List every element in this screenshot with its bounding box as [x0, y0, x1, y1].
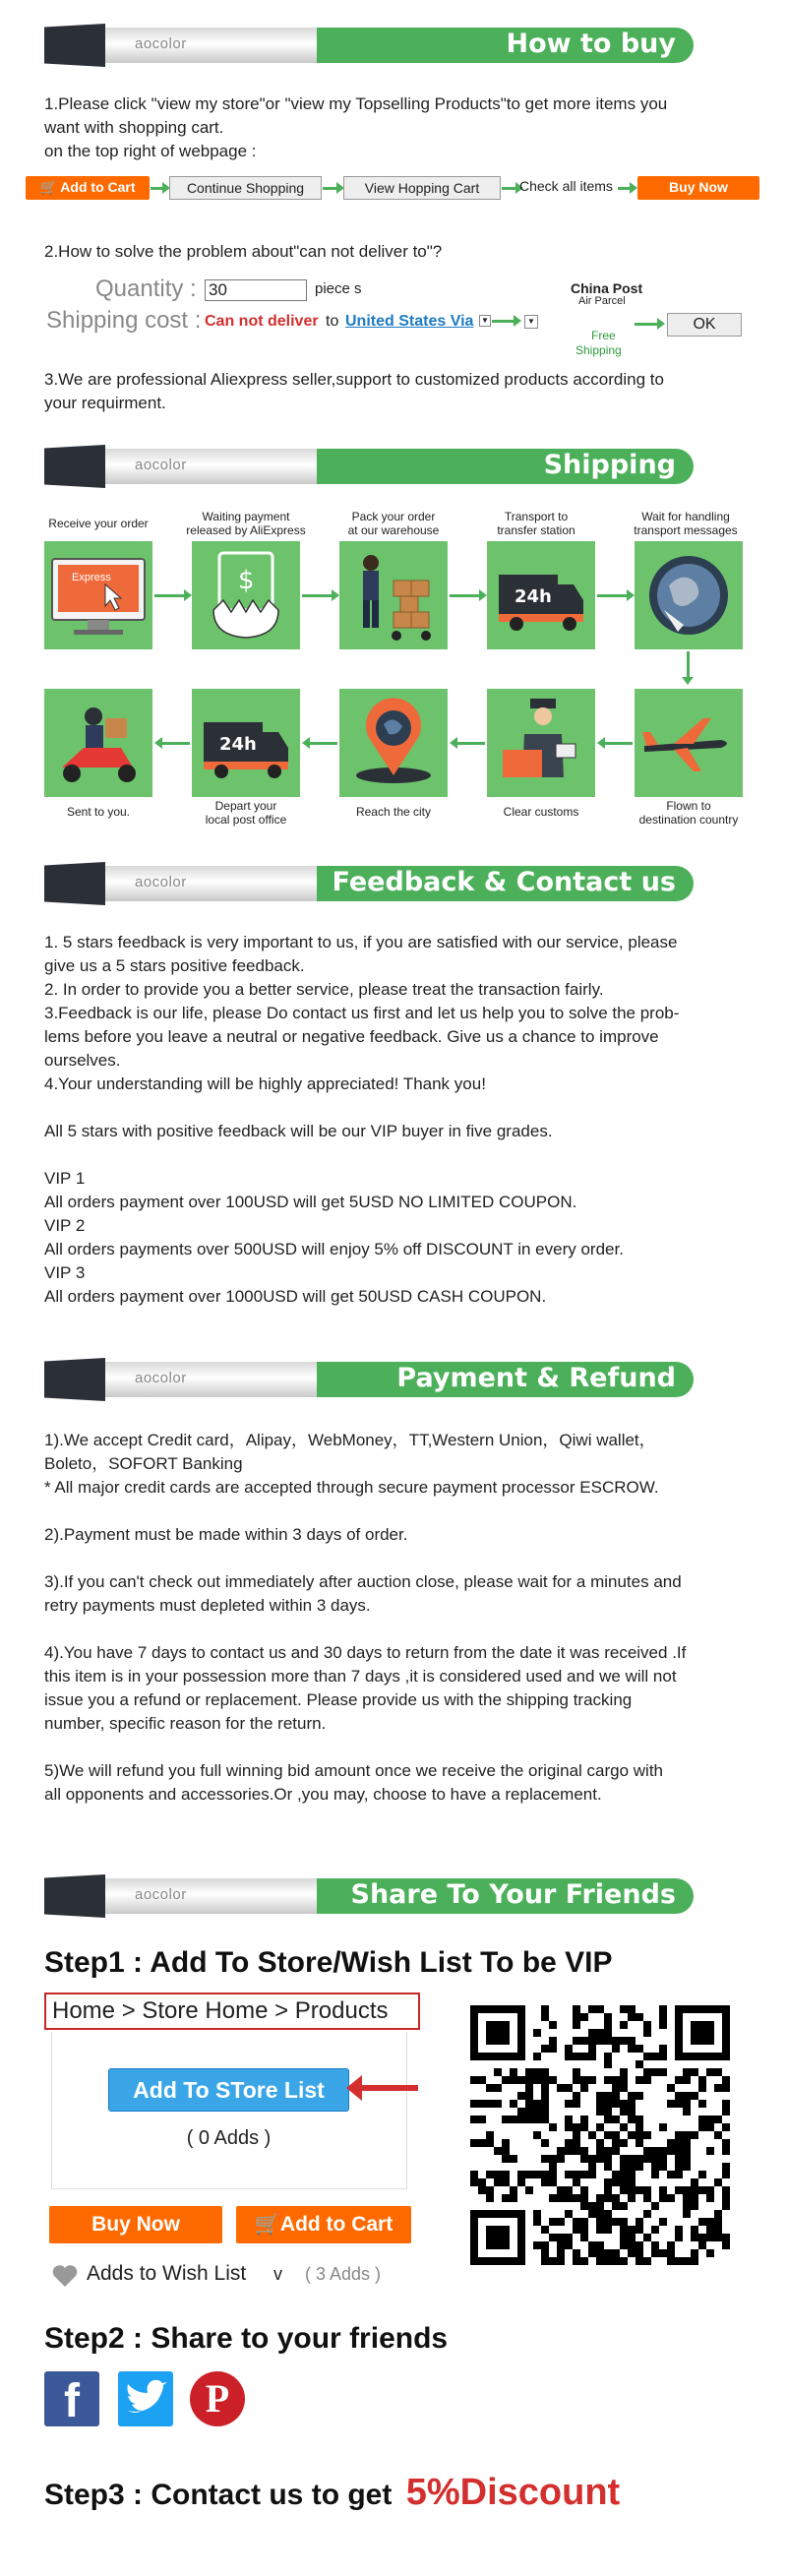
chevron-down-icon[interactable]: v: [273, 2264, 282, 2284]
step2-heading: Step2 : Share to your friends: [44, 2322, 449, 2355]
method-dropdown-icon[interactable]: ▼: [524, 315, 538, 329]
wishlist-link[interactable]: Adds to Wish List: [87, 2262, 247, 2285]
hand-payment-icon: [192, 541, 300, 649]
buy-now-large-button[interactable]: Buy Now: [49, 2206, 222, 2243]
add-to-store-list-button[interactable]: Add To STore List: [108, 2068, 349, 2112]
svg-text:$: $: [238, 566, 255, 595]
china-post-text: China Post: [571, 280, 643, 296]
step-label: Clear customs: [503, 805, 579, 819]
cannot-deliver-text: Can not deliver: [205, 313, 319, 330]
how-to-buy-paragraph-1: 1.Please click "view my store"or "view my Topselling Products"to get more items you want with shopping cart. on the top right of webpage :: [44, 94, 668, 160]
payment-paragraphs: 1).We accept Credit card，Alipay，WebMoney，TT,Western Union，Qiwi wallet， Boleto，SOFORT Banking * All major credit cards are accepted through secure payment processor ESCROW. 2).Payment must be made within 3 days of order. 3).If you can't check out immediately after auction close, please wait for a minutes and retry payments must depleted within 3 days. 4).You have 7 days to contact us and 30 days to return from the date it was received .If this item is in your possession more than 7 days ,it is considered used and we will not issue you a refund or replacement. Please provide us with the shipping tracking number, specific reason for the return. 5)We will refund you full winning bid amount once we receive the original cargo with all opponents and accessories.Or ,you may, choose to have a replacement.: [44, 1431, 687, 1804]
free-shipping-text: Shipping: [575, 343, 622, 357]
to-text: to: [326, 313, 339, 330]
customs-officer-icon: [487, 689, 595, 797]
store-adds-count: ( 0 Adds ): [186, 2127, 272, 2149]
pinterest-icon[interactable]: P: [190, 2371, 245, 2426]
svg-text:24h: 24h: [219, 734, 257, 755]
step-label: Flown to destination country: [638, 799, 739, 827]
step-sent-to-you: [44, 689, 152, 797]
step-label: Sent to you.: [66, 805, 131, 819]
breadcrumb[interactable]: Home > Store Home > Products: [44, 1993, 420, 2030]
scooter-courier-icon: [44, 689, 152, 797]
continue-shopping-button[interactable]: Continue Shopping: [169, 176, 322, 200]
add-to-cart-button[interactable]: 🛒 Add to Cart: [26, 176, 150, 200]
airplane-icon: [635, 689, 743, 797]
step-label: Depart your local post office: [205, 799, 287, 827]
free-text: Free: [591, 329, 616, 342]
add-to-cart-large-button[interactable]: 🛒Add to Cart: [236, 2206, 411, 2243]
how-to-buy-paragraph-2: 2.How to solve the problem about"can not deliver to"?: [44, 242, 443, 261]
step-depart-post-office: [192, 689, 300, 797]
section-title: Payment & Refund: [396, 1363, 676, 1393]
step-waiting-payment: [192, 541, 300, 649]
qr-code: [462, 1997, 738, 2275]
air-parcel-text: Air Parcel: [578, 295, 626, 307]
quantity-label: Quantity :: [95, 276, 197, 302]
warehouse-worker-icon: [339, 541, 448, 649]
quantity-input[interactable]: 30: [205, 279, 307, 301]
section-title: Feedback & Contact us: [332, 867, 676, 897]
step-reach-city: [339, 689, 448, 797]
red-arrow-icon: [346, 2075, 362, 2101]
section-title: Shipping: [543, 450, 676, 480]
step-label: Wait for handling transport messages: [634, 510, 738, 537]
globe-icon: [635, 541, 743, 649]
us-via-link[interactable]: United States Via: [345, 313, 474, 330]
red-arrow-shaft: [359, 2085, 418, 2091]
facebook-icon[interactable]: f: [44, 2371, 99, 2426]
section-banner-how-to-buy: [44, 24, 694, 67]
heart-icon[interactable]: [51, 2263, 79, 2289]
ok-button[interactable]: OK: [667, 313, 742, 337]
step-label: Transport to transfer station: [497, 510, 575, 537]
how-to-buy-paragraph-3: 3.We are professional Aliexpress seller,support to customized products according to your requirment.: [44, 370, 664, 412]
section-banner-payment: aocolor Payment & Refund: [44, 1358, 694, 1401]
section-banner-feedback: aocolor Feedback & Contact us: [44, 862, 694, 905]
section-title: How to buy: [506, 29, 676, 59]
step1-heading: Step1 : Add To Store/Wish List To be VIP: [44, 1946, 613, 1979]
section-title: Share To Your Friends: [350, 1879, 676, 1910]
buy-now-button[interactable]: Buy Now: [637, 176, 759, 200]
truck-24h-icon: [487, 541, 595, 649]
view-cart-button[interactable]: View Hopping Cart: [343, 176, 501, 200]
step-label: Waiting payment released by AliExpress: [186, 510, 306, 537]
computer-icon: [44, 541, 152, 649]
twitter-icon[interactable]: [118, 2371, 173, 2426]
step-transport-station: [487, 541, 595, 649]
section-banner-share: aocolor Share To Your Friends: [44, 1874, 694, 1918]
feedback-paragraphs: 1. 5 stars feedback is very important to us, if you are satisfied with our service, please give us a 5 stars positive feedback. 2. In order to provide you a better service, please treat the transaction fairly. 3.Feedback is our life, please Do contact us first and let us help you to solve the prob- lems before you leave a neutral or negative feedback. Give us a chance to improve ourselves. 4.Your understanding will be highly appreciated! Thank you! All 5 stars with positive feedback will be our VIP buyer in five grades. VIP 1 All orders payment over 100USD will get 5USD NO LIMITED COUPON. VIP 2 All orders payments over 500USD will enjoy 5% off DISCOUNT in every order. VIP 3 All orders payment over 1000USD will get 50USD CASH COUPON.: [44, 933, 680, 1306]
step3-heading: Step3 : Contact us to get 5%Discount: [44, 2472, 621, 2513]
step-label: Pack your order at our warehouse: [347, 510, 440, 537]
truck-24h-icon: [192, 689, 300, 797]
check-all-items-text: Check all items: [519, 178, 613, 194]
step-receive-order: [44, 541, 152, 649]
piece-unit: piece s: [315, 280, 362, 297]
step-label: Reach the city: [355, 805, 432, 819]
wishlist-adds-count: ( 3 Adds ): [305, 2264, 382, 2284]
step-flown-destination: [635, 689, 743, 797]
svg-text:Express: Express: [72, 572, 111, 583]
shipping-cost-label: Shipping cost :: [46, 307, 202, 334]
via-dropdown-icon[interactable]: ▼: [479, 315, 491, 327]
step-clear-customs: [487, 689, 595, 797]
map-pin-icon: [339, 689, 448, 797]
brand-logo-text: aocolor: [135, 35, 187, 52]
discount-text: 5%Discount: [405, 2472, 621, 2513]
step-label: Receive your order: [48, 517, 149, 530]
section-banner-shipping: aocolor Shipping: [44, 445, 694, 488]
step-wait-handling: [635, 541, 743, 649]
step-pack-order: [339, 541, 448, 649]
svg-text:24h: 24h: [515, 586, 552, 607]
